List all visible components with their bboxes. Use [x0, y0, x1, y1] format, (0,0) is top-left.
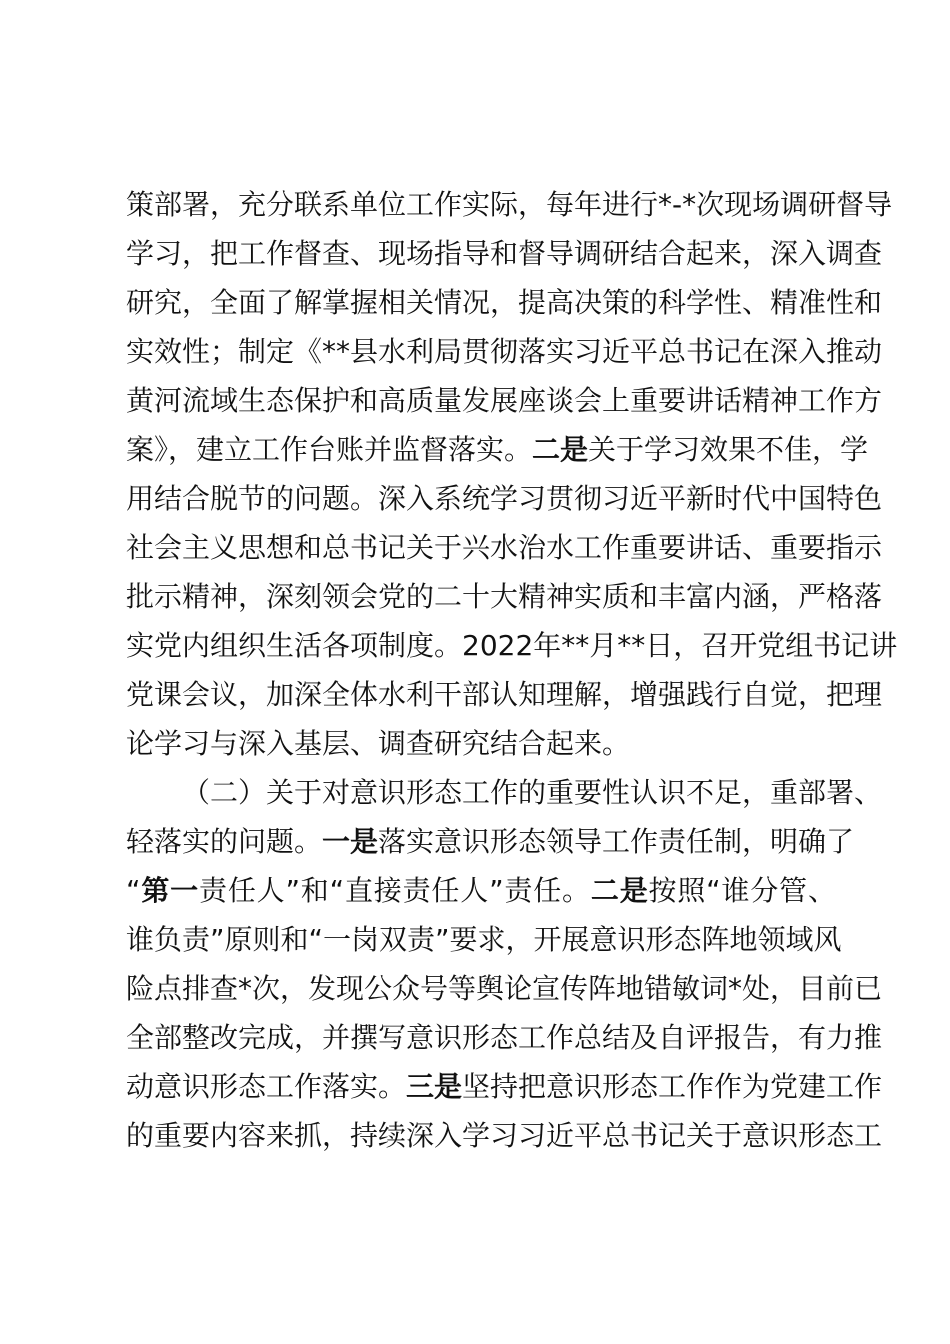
- text-run: 坚持把意识形态工作作为党建工作: [462, 1070, 883, 1103]
- text-run: 全部整改完成，并撰写意识形态工作总结及自评报告，有力推: [126, 1021, 883, 1054]
- text-line: [126, 327, 883, 376]
- text-run: 学习，把工作督查、现场指导和督导调研结合起来，深入调查: [126, 237, 883, 270]
- text-run: 险点排查*次，发现公众号等舆论宣传阵地错敏词*处，目前已: [126, 972, 883, 1005]
- text-line: [126, 866, 836, 915]
- text-line: [126, 1062, 883, 1111]
- bold-run: 一是: [322, 825, 379, 858]
- text-line: [126, 180, 893, 229]
- text-line: [126, 1013, 883, 1062]
- body-text: [126, 180, 898, 1160]
- text-line: [126, 376, 883, 425]
- text-run: 用结合脱节的问题。深入系统学习贯彻习近平新时代中国特色: [126, 482, 883, 515]
- text-line: [126, 719, 836, 768]
- text-run: 的重要内容来抓，持续深入学习习近平总书记关于意识形态工: [126, 1119, 883, 1152]
- bold-run: 二是: [532, 433, 589, 466]
- text-run: 研究，全面了解掌握相关情况，提高决策的科学性、精准性和: [126, 286, 883, 319]
- text-run: 黄河流域生态保护和高质量发展座谈会上重要讲话精神工作方: [126, 384, 883, 417]
- text-run: （二）关于对意识形态工作的重要性认识不足，重部署、: [182, 776, 883, 809]
- text-line: [126, 278, 883, 327]
- text-line: [126, 474, 883, 523]
- text-run: 落实意识形态领导工作责任制，明确了: [378, 825, 855, 858]
- bold-run: 二是: [590, 874, 649, 907]
- bold-run: 三是: [406, 1070, 463, 1103]
- text-run: 党课会议，加深全体水利干部认知理解，增强践行自觉，把理: [126, 678, 883, 711]
- text-line: [126, 229, 883, 278]
- text-line: [126, 915, 842, 964]
- text-run: 谁负责”原则和“一岗双责”要求，开展意识形态阵地领域风: [126, 923, 842, 956]
- text-run: 按照“谁分管、: [648, 874, 836, 907]
- text-line: [126, 964, 883, 1013]
- text-run: “: [126, 874, 141, 907]
- text-line: [126, 621, 898, 670]
- text-run: 案》，建立工作台账并监督落实。: [126, 433, 533, 466]
- text-run: 关于学习效果不佳，学: [588, 433, 869, 466]
- text-run: 轻落实的问题。: [126, 825, 323, 858]
- text-line: [126, 523, 883, 572]
- text-line: [126, 425, 869, 474]
- text-line: [126, 768, 883, 817]
- bold-run: 第一: [140, 874, 199, 907]
- text-run: 实党内组织生活各项制度。2022年**月**日，召开党组书记讲: [126, 629, 898, 662]
- text-run: 动意识形态工作落实。: [126, 1070, 407, 1103]
- text-run: 论学习与深入基层、调查研究结合起来。: [126, 727, 631, 760]
- text-run: 社会主义思想和总书记关于兴水治水工作重要讲话、重要指示: [126, 531, 883, 564]
- text-run: 策部署，充分联系单位工作实际，每年进行*-*次现场调研督导: [126, 188, 893, 221]
- text-run: 实效性；制定《**县水利局贯彻落实习近平总书记在深入推动: [126, 335, 883, 368]
- text-line: [126, 572, 883, 621]
- text-line: [126, 1111, 883, 1160]
- text-line: [126, 670, 883, 719]
- text-run: 责任人”和“直接责任人”责任。: [199, 874, 591, 907]
- text-line: [126, 817, 855, 866]
- text-run: 批示精神，深刻领会党的二十大精神实质和丰富内涵，严格落: [126, 580, 883, 613]
